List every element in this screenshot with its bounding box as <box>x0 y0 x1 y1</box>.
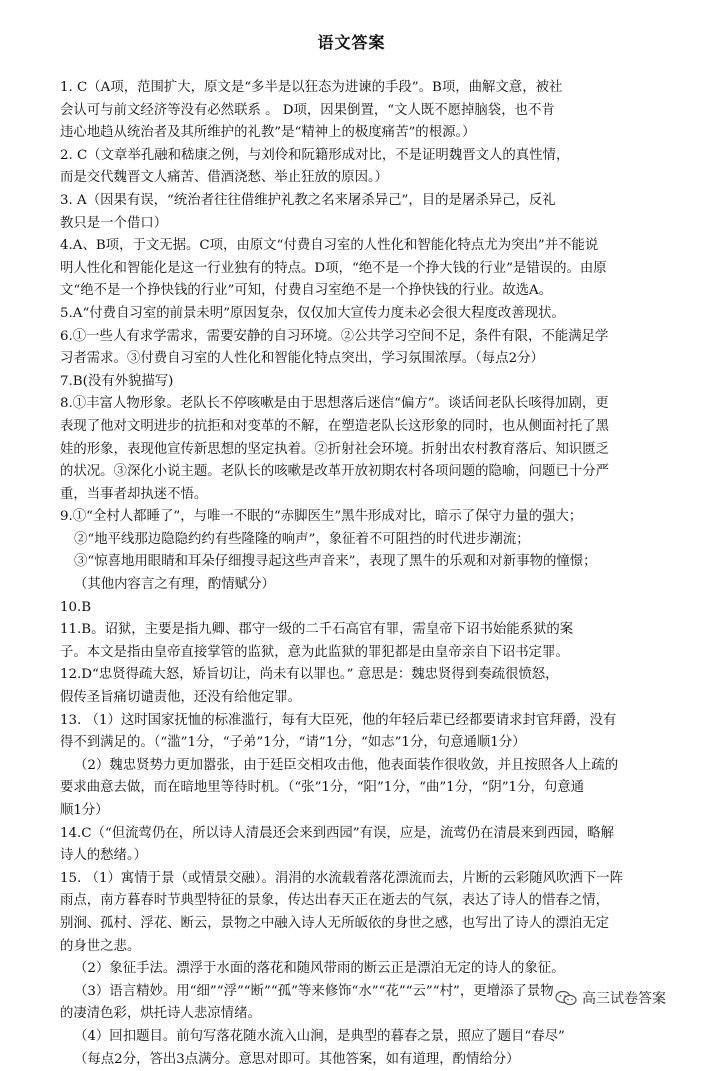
answer-key-body <box>60 77 660 1071</box>
text-line: 1. C（A项，范围扩大，原文是“多半是以狂态为进谏的手段”。B项，曲解文意，被社 <box>60 80 563 95</box>
text-line: ③“惊喜地用眼睛和耳朵仔细搜寻起这些声音来”，表现了黑牛的乐观和对新事物的憧憬； <box>74 554 597 570</box>
text-line: 7.B(没有外貌描写) <box>60 373 174 389</box>
text-line: 9.①“全村人都睡了”，与唯一不眠的“赤脚医生”黑牛形成对比，暗示了保守力量的强大； <box>60 509 583 525</box>
text-line: 表现了他对文明进步的抗拒和对变革的不解，在塑造老队长这形象的同时，也从侧面衬托了黑 <box>60 418 610 434</box>
text-line: 的凄清色彩，烘托诗人悲凉情绪。 <box>60 1006 261 1022</box>
text-line: 6.①一些人有求学需求，需要安静的自习环境。②公共学习空间不足，条件有限，不能满足学 <box>60 328 609 344</box>
text-line: 违心地趋从统治者及其所维护的礼教”是“精神上的极度痛苦”的根源。） <box>60 125 476 141</box>
text-line: （3）语言精妙。用“细”“浮”“断”“孤”等来修饰“水”“花”“云”“村”，更增添了景物 <box>74 983 554 999</box>
text-line: 14.C（“但流莺仍在，所以诗人清晨还会来到西园”有误，应是，流莺仍在清晨来到西园，略解 <box>60 825 615 841</box>
page-title: 语文答案 <box>317 33 386 52</box>
text-line: 而是交代魏晋文人痛苦、借酒浇愁、举止狂放的原因。） <box>60 170 389 186</box>
text-line: 要求曲意去做，而在暗地里等待时机。（“张”1分，“阳”1分，“曲”1分，“阴”1分，句意通 <box>60 780 585 796</box>
text-line: 别涧、孤村、浮花、断云，景物之中融入诗人无所皈依的身世之感，也写出了诗人的漂泊无定 <box>60 915 610 931</box>
text-line: 12.D“忠贤得疏大怒，矫旨切让，尚未有以罪也。” 意思是：魏忠贤得到奏疏很愤怒， <box>60 667 559 683</box>
text-line: 的身世之悲。 <box>60 938 141 954</box>
text-line: （其他内容言之有理，酌情赋分） <box>74 577 275 593</box>
text-line: 5.A“付费自习室的前景未明”原因复杂，仅仅加大宣传力度未必会很大程度改善现状。 <box>60 305 565 321</box>
text-line: 娃的形象，表现他宣传新思想的坚定执着。②折射社会环境。折射出农村教育落后、知识匮乏 <box>60 441 610 457</box>
text-line: 子。本文是指由皇帝直接掌管的监狱，意为此监狱的罪犯都是由皇帝亲自下诏书定罪。 <box>60 644 569 660</box>
text-line: 4.A、B项，于文无据。C项，由原文“付费自习室的人性化和智能化特点尤为突出”并不能说 <box>60 238 599 254</box>
text-line: 8.①丰富人物形象。老队长不停咳嗽是由于思想落后迷信“偏方”。谈话间老队长咳得加剧，更 <box>60 396 609 412</box>
text-line: 得不到满足的。（“滥”1分，“子弟”1分，“请”1分，“如志”1分，句意通顺1分） <box>60 735 526 751</box>
text-line: 10.B <box>60 599 92 615</box>
text-line: （每点2分，答出3点满分。意思对即可。其他答案，如有道理，酌情给分） <box>74 1051 520 1067</box>
source-watermark <box>555 988 666 1008</box>
text-line: 的状况。③深化小说主题。老队长的咳嗽是改革开放初期农村各项问题的隐喻，问题已十分严 <box>60 464 610 480</box>
text-line: 明人性化和智能化是这一行业独有的特点。D项，“绝不是一个挣大钱的行业”是错误的。由原 <box>60 260 607 276</box>
text-line: 重，当事者却执迷不悟。 <box>60 486 208 502</box>
watermark-text: 高三试卷答案 <box>582 991 666 1007</box>
text-line: 会认可与前文经济等没有必然联系 。 D项，因果倒置，“文人既不愿掉脑袋，也不肯 <box>60 102 555 118</box>
text-line: 2. C（文章举孔融和嵇康之例，与刘伶和阮籍形成对比，不是证明魏晋文人的真性情， <box>60 147 570 163</box>
text-line: （2）象征手法。漂浮于水面的落花和随风带雨的断云正是漂泊无定的诗人的象征。 <box>74 961 565 977</box>
text-line: 15. （1）寓情于景（或情景交融）。涓涓的水流载着落花漂流而去，片断的云彩随风吹洒下一阵 <box>60 870 623 886</box>
text-line: 13. （1）这时国家抚恤的标准滥行，每有大臣死，他的年轻后辈已经都要请求封官拜爵，没有 <box>60 712 617 728</box>
text-line: 雨点，南方暮春时节典型特征的景象，传达出春天正在逝去的气氛，表达了诗人的惜春之情， <box>60 893 610 909</box>
text-line: 教只是一个借口） <box>60 215 168 231</box>
text-line: 习者需求。③付费自习室的人性化和智能化特点突出，学习氛围浓厚。（每点2分） <box>60 351 544 367</box>
wechat-icon <box>555 990 577 1006</box>
text-line: 诗人的愁绪。） <box>60 848 148 864</box>
text-line: 11.B。诏狱，主要是指九卿、郡守一级的二千石高官有罪，需皇帝下诏书始能系狱的案 <box>60 622 574 638</box>
text-line: 假传圣旨痛切谴责他，还没有给他定罪。 <box>60 690 302 706</box>
text-line: 3. A（因果有误，“统治者往往借维护礼教之名来屠杀异己”，目的是屠杀异己，反礼 <box>60 192 556 208</box>
text-line: 文“绝不是一个挣快钱的行业”可知，付费自习室绝不是一个挣快钱的行业。故选A。 <box>60 283 553 299</box>
text-line: ②“地平线那边隐隐约约有些隆隆的响声”，象征着不可阻挡的时代进步潮流； <box>74 531 530 547</box>
text-line: （2）魏忠贤势力更加嚣张，由于廷臣交相攻击他，他表面装作很收敛，并且按照各人上疏的 <box>74 757 619 773</box>
text-line: 顺1分） <box>60 803 109 818</box>
text-line: （4）回扣题目。前句写落花随水流入山涧，是典型的暮春之景，照应了题目“春尽” <box>74 1028 565 1044</box>
